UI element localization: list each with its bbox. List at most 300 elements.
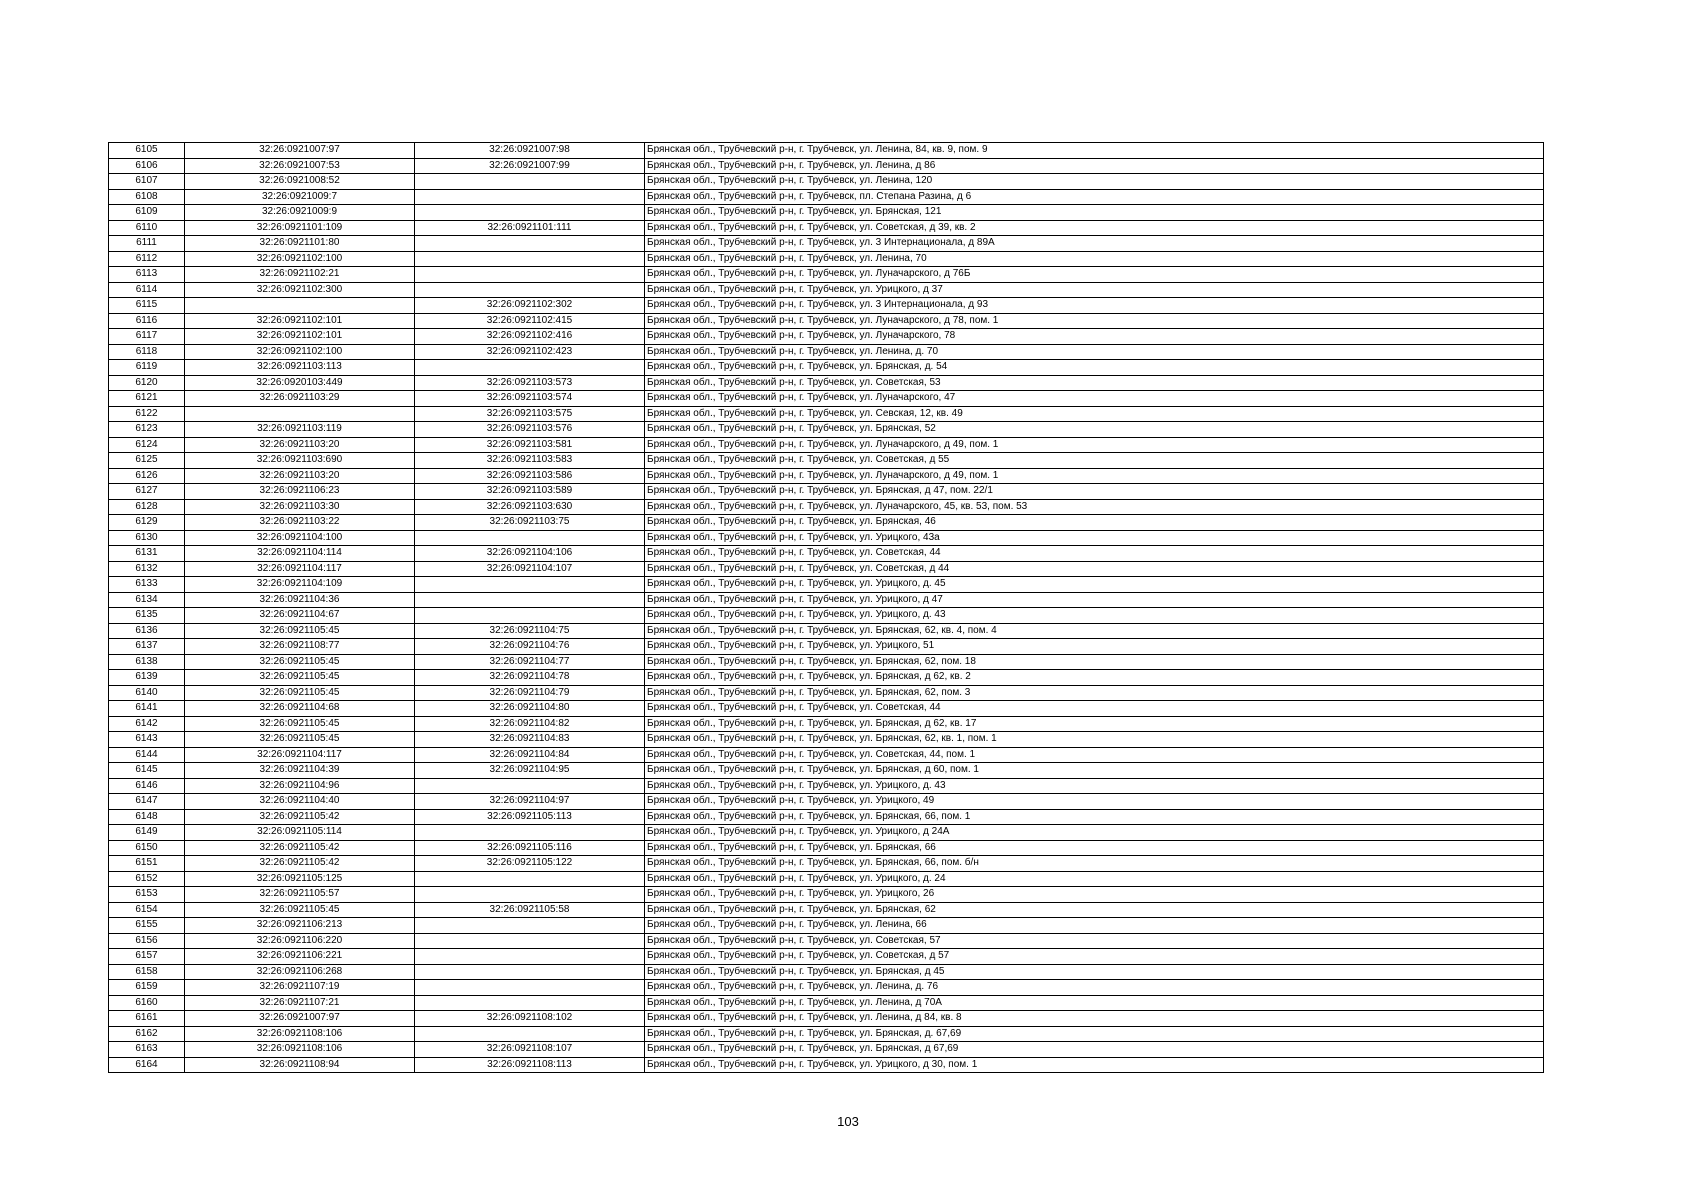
object-cadastral-number-cell — [415, 282, 645, 298]
table-row — [109, 623, 1544, 639]
object-cadastral-number-cell: 32:26:0921104:82 — [415, 716, 645, 732]
cadastral-number-cell: 32:26:0921103:119 — [185, 422, 415, 438]
cadastral-number-cell: 32:26:0921104:114 — [185, 546, 415, 562]
cadastral-number-cell: 32:26:0921106:220 — [185, 933, 415, 949]
table-row — [109, 577, 1544, 593]
address-cell: Брянская обл., Трубчевский р-н, г. Трубчевск, ул. Брянская, д 62, кв. 17 — [645, 716, 1544, 732]
address-cell: Брянская обл., Трубчевский р-н, г. Трубчевск, ул. Брянская, д 60, пом. 1 — [645, 763, 1544, 779]
page-number: 103 — [837, 1114, 859, 1129]
row-number-cell: 6150 — [109, 840, 185, 856]
address-cell: Брянская обл., Трубчевский р-н, г. Трубчевск, ул. Брянская, 66, пом. 1 — [645, 809, 1544, 825]
table-row — [109, 732, 1544, 748]
row-number-cell: 6119 — [109, 360, 185, 376]
address-cell: Брянская обл., Трубчевский р-н, г. Трубчевск, ул. Советская, 44, пом. 1 — [645, 747, 1544, 763]
row-number-cell: 6162 — [109, 1026, 185, 1042]
object-cadastral-number-cell — [415, 825, 645, 841]
address-cell: Брянская обл., Трубчевский р-н, г. Трубчевск, ул. Ленина, д. 76 — [645, 980, 1544, 996]
address-cell: Брянская обл., Трубчевский р-н, г. Трубчевск, ул. Урицкого, д 24А — [645, 825, 1544, 841]
table-row — [109, 964, 1544, 980]
object-cadastral-number-cell: 32:26:0921103:630 — [415, 499, 645, 515]
row-number-cell: 6149 — [109, 825, 185, 841]
address-cell: Брянская обл., Трубчевский р-н, г. Трубчевск, ул. Брянская, 121 — [645, 205, 1544, 221]
object-cadastral-number-cell: 32:26:0921105:116 — [415, 840, 645, 856]
table-row — [109, 639, 1544, 655]
row-number-cell: 6118 — [109, 344, 185, 360]
row-number-cell: 6130 — [109, 530, 185, 546]
row-number-cell: 6132 — [109, 561, 185, 577]
cadastral-number-cell: 32:26:0921105:114 — [185, 825, 415, 841]
address-cell: Брянская обл., Трубчевский р-н, г. Трубчевск, ул. Брянская, 52 — [645, 422, 1544, 438]
address-cell: Брянская обл., Трубчевский р-н, г. Трубчевск, ул. Брянская, д 47, пом. 22/1 — [645, 484, 1544, 500]
object-cadastral-number-cell — [415, 251, 645, 267]
address-cell: Брянская обл., Трубчевский р-н, г. Трубчевск, ул. Луначарского, 45, кв. 53, пом. 53 — [645, 499, 1544, 515]
address-cell: Брянская обл., Трубчевский р-н, г. Трубчевск, ул. Брянская, 62, пом. 18 — [645, 654, 1544, 670]
table-row — [109, 763, 1544, 779]
cadastral-number-cell: 32:26:0921104:117 — [185, 561, 415, 577]
object-cadastral-number-cell — [415, 778, 645, 794]
address-cell: Брянская обл., Трубчевский р-н, г. Трубчевск, ул. Луначарского, д 78, пом. 1 — [645, 313, 1544, 329]
table-row — [109, 918, 1544, 934]
table-row — [109, 453, 1544, 469]
object-cadastral-number-cell — [415, 189, 645, 205]
row-number-cell: 6114 — [109, 282, 185, 298]
row-number-cell: 6163 — [109, 1042, 185, 1058]
cadastral-number-cell: 32:26:0921105:45 — [185, 670, 415, 686]
table-row — [109, 205, 1544, 221]
table-row — [109, 840, 1544, 856]
row-number-cell: 6138 — [109, 654, 185, 670]
cadastral-number-cell: 32:26:0921103:20 — [185, 468, 415, 484]
row-number-cell: 6141 — [109, 701, 185, 717]
row-number-cell: 6159 — [109, 980, 185, 996]
cadastral-number-cell: 32:26:0921007:97 — [185, 1011, 415, 1027]
table-row — [109, 871, 1544, 887]
object-cadastral-number-cell — [415, 530, 645, 546]
address-cell: Брянская обл., Трубчевский р-н, г. Трубчевск, ул. Урицкого, д 47 — [645, 592, 1544, 608]
object-cadastral-number-cell: 32:26:0921104:83 — [415, 732, 645, 748]
object-cadastral-number-cell: 32:26:0921108:107 — [415, 1042, 645, 1058]
row-number-cell: 6142 — [109, 716, 185, 732]
table-row — [109, 499, 1544, 515]
cadastral-number-cell — [185, 406, 415, 422]
cadastral-number-cell: 32:26:0921106:221 — [185, 949, 415, 965]
object-cadastral-number-cell — [415, 205, 645, 221]
object-cadastral-number-cell: 32:26:0921103:583 — [415, 453, 645, 469]
cadastral-number-cell: 32:26:0921108:77 — [185, 639, 415, 655]
object-cadastral-number-cell: 32:26:0921104:95 — [415, 763, 645, 779]
table-row — [109, 406, 1544, 422]
row-number-cell: 6113 — [109, 267, 185, 283]
table-row — [109, 949, 1544, 965]
row-number-cell: 6137 — [109, 639, 185, 655]
address-cell: Брянская обл., Трубчевский р-н, г. Трубчевск, ул. Ленина, д 86 — [645, 158, 1544, 174]
object-cadastral-number-cell: 32:26:0921104:77 — [415, 654, 645, 670]
address-cell: Брянская обл., Трубчевский р-н, г. Трубчевск, ул. Урицкого, 43а — [645, 530, 1544, 546]
cadastral-number-cell: 32:26:0921104:36 — [185, 592, 415, 608]
address-cell: Брянская обл., Трубчевский р-н, г. Трубчевск, ул. Советская, 53 — [645, 375, 1544, 391]
cadastral-number-cell: 32:26:0921108:106 — [185, 1042, 415, 1058]
address-cell: Брянская обл., Трубчевский р-н, г. Трубчевск, ул. Ленина, 70 — [645, 251, 1544, 267]
table-row — [109, 561, 1544, 577]
address-cell: Брянская обл., Трубчевский р-н, г. Трубчевск, ул. Урицкого, д 30, пом. 1 — [645, 1057, 1544, 1073]
row-number-cell: 6136 — [109, 623, 185, 639]
table-row — [109, 422, 1544, 438]
cadastral-number-cell: 32:26:0921103:113 — [185, 360, 415, 376]
cadastral-number-cell: 32:26:0921108:94 — [185, 1057, 415, 1073]
table-row — [109, 143, 1544, 159]
cadastral-number-cell: 32:26:0921101:109 — [185, 220, 415, 236]
object-cadastral-number-cell: 32:26:0921103:574 — [415, 391, 645, 407]
table-row — [109, 716, 1544, 732]
address-cell: Брянская обл., Трубчевский р-н, г. Трубчевск, ул. Луначарского, 47 — [645, 391, 1544, 407]
address-cell: Брянская обл., Трубчевский р-н, г. Трубчевск, ул. Брянская, 66, пом. б/н — [645, 856, 1544, 872]
cadastral-number-cell: 32:26:0921009:7 — [185, 189, 415, 205]
table-row — [109, 887, 1544, 903]
object-cadastral-number-cell: 32:26:0921104:80 — [415, 701, 645, 717]
cadastral-number-cell: 32:26:0921104:117 — [185, 747, 415, 763]
table-row — [109, 856, 1544, 872]
cadastral-number-cell: 32:26:0921105:45 — [185, 732, 415, 748]
address-cell: Брянская обл., Трубчевский р-н, г. Трубчевск, ул. Брянская, 46 — [645, 515, 1544, 531]
cadastral-number-cell: 32:26:0921009:9 — [185, 205, 415, 221]
cadastral-table — [108, 142, 1544, 1073]
cadastral-number-cell: 32:26:0921104:67 — [185, 608, 415, 624]
cadastral-number-cell: 32:26:0920103:449 — [185, 375, 415, 391]
address-cell: Брянская обл., Трубчевский р-н, г. Трубчевск, ул. 3 Интернационала, д 89А — [645, 236, 1544, 252]
object-cadastral-number-cell — [415, 995, 645, 1011]
object-cadastral-number-cell: 32:26:0921108:113 — [415, 1057, 645, 1073]
table-row — [109, 530, 1544, 546]
table-row — [109, 158, 1544, 174]
row-number-cell: 6116 — [109, 313, 185, 329]
table-row — [109, 1011, 1544, 1027]
cadastral-number-cell: 32:26:0921105:45 — [185, 654, 415, 670]
object-cadastral-number-cell — [415, 236, 645, 252]
object-cadastral-number-cell: 32:26:0921104:107 — [415, 561, 645, 577]
object-cadastral-number-cell: 32:26:0921103:586 — [415, 468, 645, 484]
address-cell: Брянская обл., Трубчевский р-н, г. Трубчевск, ул. Урицкого, д 37 — [645, 282, 1544, 298]
cadastral-number-cell: 32:26:0921107:19 — [185, 980, 415, 996]
object-cadastral-number-cell: 32:26:0921007:98 — [415, 143, 645, 159]
cadastral-number-cell: 32:26:0921102:100 — [185, 251, 415, 267]
object-cadastral-number-cell — [415, 887, 645, 903]
row-number-cell: 6151 — [109, 856, 185, 872]
cadastral-number-cell: 32:26:0921102:300 — [185, 282, 415, 298]
object-cadastral-number-cell: 32:26:0921007:99 — [415, 158, 645, 174]
table-row — [109, 654, 1544, 670]
row-number-cell: 6158 — [109, 964, 185, 980]
row-number-cell: 6125 — [109, 453, 185, 469]
address-cell: Брянская обл., Трубчевский р-н, г. Трубчевск, ул. 3 Интернационала, д 93 — [645, 298, 1544, 314]
cadastral-number-cell: 32:26:0921008:52 — [185, 174, 415, 190]
cadastral-number-cell: 32:26:0921102:21 — [185, 267, 415, 283]
cadastral-number-cell: 32:26:0921105:45 — [185, 716, 415, 732]
cadastral-number-cell: 32:26:0921105:45 — [185, 902, 415, 918]
table-row — [109, 251, 1544, 267]
address-cell: Брянская обл., Трубчевский р-н, г. Трубчевск, ул. Брянская, д. 54 — [645, 360, 1544, 376]
row-number-cell: 6161 — [109, 1011, 185, 1027]
address-cell: Брянская обл., Трубчевский р-н, г. Трубчевск, ул. Севская, 12, кв. 49 — [645, 406, 1544, 422]
row-number-cell: 6121 — [109, 391, 185, 407]
object-cadastral-number-cell: 32:26:0921105:58 — [415, 902, 645, 918]
address-cell: Брянская обл., Трубчевский р-н, г. Трубчевск, ул. Брянская, 62 — [645, 902, 1544, 918]
row-number-cell: 6135 — [109, 608, 185, 624]
row-number-cell: 6107 — [109, 174, 185, 190]
cadastral-number-cell: 32:26:0921103:20 — [185, 437, 415, 453]
row-number-cell: 6122 — [109, 406, 185, 422]
cadastral-number-cell: 32:26:0921104:100 — [185, 530, 415, 546]
row-number-cell: 6152 — [109, 871, 185, 887]
cadastral-number-cell: 32:26:0921106:268 — [185, 964, 415, 980]
table-row — [109, 220, 1544, 236]
address-cell: Брянская обл., Трубчевский р-н, г. Трубчевск, ул. Ленина, д 84, кв. 8 — [645, 1011, 1544, 1027]
address-cell: Брянская обл., Трубчевский р-н, г. Трубчевск, ул. Брянская, д 45 — [645, 964, 1544, 980]
object-cadastral-number-cell: 32:26:0921102:423 — [415, 344, 645, 360]
cadastral-number-cell: 32:26:0921102:100 — [185, 344, 415, 360]
row-number-cell: 6148 — [109, 809, 185, 825]
table-row — [109, 484, 1544, 500]
address-cell: Брянская обл., Трубчевский р-н, г. Трубчевск, ул. Урицкого, д. 45 — [645, 577, 1544, 593]
object-cadastral-number-cell: 32:26:0921104:79 — [415, 685, 645, 701]
address-cell: Брянская обл., Трубчевский р-н, г. Трубчевск, ул. Луначарского, д 49, пом. 1 — [645, 437, 1544, 453]
cadastral-number-cell: 32:26:0921104:109 — [185, 577, 415, 593]
object-cadastral-number-cell: 32:26:0921102:302 — [415, 298, 645, 314]
cadastral-number-cell: 32:26:0921007:53 — [185, 158, 415, 174]
row-number-cell: 6128 — [109, 499, 185, 515]
object-cadastral-number-cell — [415, 871, 645, 887]
row-number-cell: 6134 — [109, 592, 185, 608]
row-number-cell: 6144 — [109, 747, 185, 763]
row-number-cell: 6156 — [109, 933, 185, 949]
table-row — [109, 995, 1544, 1011]
table-row — [109, 701, 1544, 717]
address-cell: Брянская обл., Трубчевский р-н, г. Трубчевск, ул. Ленина, 84, кв. 9, пом. 9 — [645, 143, 1544, 159]
cadastral-number-cell: 32:26:0921103:30 — [185, 499, 415, 515]
address-cell: Брянская обл., Трубчевский р-н, г. Трубчевск, ул. Урицкого, 26 — [645, 887, 1544, 903]
address-cell: Брянская обл., Трубчевский р-н, г. Трубчевск, ул. Брянская, д 62, кв. 2 — [645, 670, 1544, 686]
table-row — [109, 685, 1544, 701]
cadastral-number-cell: 32:26:0921105:45 — [185, 685, 415, 701]
row-number-cell: 6108 — [109, 189, 185, 205]
object-cadastral-number-cell: 32:26:0921104:75 — [415, 623, 645, 639]
cadastral-number-cell: 32:26:0921106:23 — [185, 484, 415, 500]
address-cell: Брянская обл., Трубчевский р-н, г. Трубчевск, ул. Урицкого, д. 43 — [645, 778, 1544, 794]
row-number-cell: 6106 — [109, 158, 185, 174]
row-number-cell: 6146 — [109, 778, 185, 794]
table-row — [109, 1057, 1544, 1073]
address-cell: Брянская обл., Трубчевский р-н, г. Трубчевск, ул. Брянская, д 67,69 — [645, 1042, 1544, 1058]
address-cell: Брянская обл., Трубчевский р-н, г. Трубчевск, ул. Брянская, 62, пом. 3 — [645, 685, 1544, 701]
cadastral-number-cell: 32:26:0921103:29 — [185, 391, 415, 407]
table-row — [109, 515, 1544, 531]
address-cell: Брянская обл., Трубчевский р-н, г. Трубчевск, ул. Ленина, д. 70 — [645, 344, 1544, 360]
row-number-cell: 6105 — [109, 143, 185, 159]
table-row — [109, 1026, 1544, 1042]
object-cadastral-number-cell — [415, 592, 645, 608]
table-row — [109, 825, 1544, 841]
cadastral-number-cell: 32:26:0921007:97 — [185, 143, 415, 159]
row-number-cell: 6110 — [109, 220, 185, 236]
table-row — [109, 902, 1544, 918]
row-number-cell: 6131 — [109, 546, 185, 562]
object-cadastral-number-cell — [415, 360, 645, 376]
table-row — [109, 298, 1544, 314]
table-row — [109, 375, 1544, 391]
address-cell: Брянская обл., Трубчевский р-н, г. Трубчевск, ул. Луначарского, 78 — [645, 329, 1544, 345]
row-number-cell: 6157 — [109, 949, 185, 965]
cadastral-number-cell: 32:26:0921104:96 — [185, 778, 415, 794]
row-number-cell: 6115 — [109, 298, 185, 314]
object-cadastral-number-cell: 32:26:0921103:573 — [415, 375, 645, 391]
address-cell: Брянская обл., Трубчевский р-н, г. Трубчевск, ул. Брянская, 66 — [645, 840, 1544, 856]
object-cadastral-number-cell — [415, 577, 645, 593]
cadastral-number-cell: 32:26:0921104:40 — [185, 794, 415, 810]
address-cell: Брянская обл., Трубчевский р-н, г. Трубчевск, ул. Ленина, д 70А — [645, 995, 1544, 1011]
address-cell: Брянская обл., Трубчевский р-н, г. Трубчевск, ул. Луначарского, д 49, пом. 1 — [645, 468, 1544, 484]
row-number-cell: 6129 — [109, 515, 185, 531]
cadastral-number-cell: 32:26:0921102:101 — [185, 313, 415, 329]
cadastral-number-cell: 32:26:0921105:42 — [185, 809, 415, 825]
address-cell: Брянская обл., Трубчевский р-н, г. Трубчевск, пл. Степана Разина, д 6 — [645, 189, 1544, 205]
table-row — [109, 329, 1544, 345]
object-cadastral-number-cell: 32:26:0921104:84 — [415, 747, 645, 763]
object-cadastral-number-cell: 32:26:0921104:97 — [415, 794, 645, 810]
row-number-cell: 6147 — [109, 794, 185, 810]
object-cadastral-number-cell: 32:26:0921103:576 — [415, 422, 645, 438]
table-row — [109, 344, 1544, 360]
object-cadastral-number-cell — [415, 933, 645, 949]
address-cell: Брянская обл., Трубчевский р-н, г. Трубчевск, ул. Советская, д 57 — [645, 949, 1544, 965]
cadastral-number-cell: 32:26:0921105:42 — [185, 856, 415, 872]
table-body — [109, 143, 1544, 1073]
cadastral-number-cell: 32:26:0921105:45 — [185, 623, 415, 639]
object-cadastral-number-cell: 32:26:0921102:416 — [415, 329, 645, 345]
cadastral-number-cell: 32:26:0921102:101 — [185, 329, 415, 345]
cadastral-number-cell: 32:26:0921101:80 — [185, 236, 415, 252]
row-number-cell: 6154 — [109, 902, 185, 918]
object-cadastral-number-cell: 32:26:0921101:111 — [415, 220, 645, 236]
cadastral-number-cell: 32:26:0921104:39 — [185, 763, 415, 779]
table-row — [109, 809, 1544, 825]
object-cadastral-number-cell — [415, 980, 645, 996]
object-cadastral-number-cell: 32:26:0921108:102 — [415, 1011, 645, 1027]
row-number-cell: 6112 — [109, 251, 185, 267]
object-cadastral-number-cell — [415, 267, 645, 283]
table-row — [109, 747, 1544, 763]
row-number-cell: 6133 — [109, 577, 185, 593]
row-number-cell: 6111 — [109, 236, 185, 252]
table-row — [109, 360, 1544, 376]
row-number-cell: 6123 — [109, 422, 185, 438]
cadastral-number-cell: 32:26:0921106:213 — [185, 918, 415, 934]
address-cell: Брянская обл., Трубчевский р-н, г. Трубчевск, ул. Ленина, 120 — [645, 174, 1544, 190]
table-row — [109, 313, 1544, 329]
object-cadastral-number-cell: 32:26:0921104:78 — [415, 670, 645, 686]
cadastral-number-cell: 32:26:0921103:690 — [185, 453, 415, 469]
row-number-cell: 6117 — [109, 329, 185, 345]
row-number-cell: 6155 — [109, 918, 185, 934]
table-row — [109, 608, 1544, 624]
row-number-cell: 6127 — [109, 484, 185, 500]
object-cadastral-number-cell: 32:26:0921103:575 — [415, 406, 645, 422]
address-cell: Брянская обл., Трубчевский р-н, г. Трубчевск, ул. Советская, д 39, кв. 2 — [645, 220, 1544, 236]
address-cell: Брянская обл., Трубчевский р-н, г. Трубчевск, ул. Советская, д 44 — [645, 561, 1544, 577]
table-row — [109, 1042, 1544, 1058]
row-number-cell: 6153 — [109, 887, 185, 903]
table-row — [109, 391, 1544, 407]
table-row — [109, 437, 1544, 453]
address-cell: Брянская обл., Трубчевский р-н, г. Трубчевск, ул. Луначарского, д 76Б — [645, 267, 1544, 283]
table-row — [109, 980, 1544, 996]
object-cadastral-number-cell: 32:26:0921102:415 — [415, 313, 645, 329]
table-row — [109, 468, 1544, 484]
row-number-cell: 6145 — [109, 763, 185, 779]
object-cadastral-number-cell — [415, 918, 645, 934]
object-cadastral-number-cell: 32:26:0921104:106 — [415, 546, 645, 562]
object-cadastral-number-cell — [415, 174, 645, 190]
object-cadastral-number-cell: 32:26:0921105:122 — [415, 856, 645, 872]
cadastral-number-cell: 32:26:0921104:68 — [185, 701, 415, 717]
row-number-cell: 6164 — [109, 1057, 185, 1073]
object-cadastral-number-cell — [415, 964, 645, 980]
table-row — [109, 670, 1544, 686]
row-number-cell: 6143 — [109, 732, 185, 748]
table-row — [109, 236, 1544, 252]
object-cadastral-number-cell — [415, 608, 645, 624]
address-cell: Брянская обл., Трубчевский р-н, г. Трубчевск, ул. Советская, д 55 — [645, 453, 1544, 469]
object-cadastral-number-cell — [415, 1026, 645, 1042]
cadastral-number-cell: 32:26:0921108:106 — [185, 1026, 415, 1042]
table-row — [109, 546, 1544, 562]
object-cadastral-number-cell: 32:26:0921103:75 — [415, 515, 645, 531]
row-number-cell: 6124 — [109, 437, 185, 453]
cadastral-number-cell: 32:26:0921105:42 — [185, 840, 415, 856]
row-number-cell: 6126 — [109, 468, 185, 484]
table-row — [109, 794, 1544, 810]
cadastral-number-cell — [185, 298, 415, 314]
address-cell: Брянская обл., Трубчевский р-н, г. Трубчевск, ул. Урицкого, 51 — [645, 639, 1544, 655]
cadastral-number-cell: 32:26:0921105:57 — [185, 887, 415, 903]
address-cell: Брянская обл., Трубчевский р-н, г. Трубчевск, ул. Ленина, 66 — [645, 918, 1544, 934]
address-cell: Брянская обл., Трубчевский р-н, г. Трубчевск, ул. Брянская, 62, кв. 1, пом. 1 — [645, 732, 1544, 748]
object-cadastral-number-cell: 32:26:0921105:113 — [415, 809, 645, 825]
table-row — [109, 592, 1544, 608]
table-row — [109, 174, 1544, 190]
address-cell: Брянская обл., Трубчевский р-н, г. Трубчевск, ул. Советская, 44 — [645, 701, 1544, 717]
cadastral-number-cell: 32:26:0921107:21 — [185, 995, 415, 1011]
row-number-cell: 6109 — [109, 205, 185, 221]
object-cadastral-number-cell: 32:26:0921103:589 — [415, 484, 645, 500]
row-number-cell: 6120 — [109, 375, 185, 391]
cadastral-number-cell: 32:26:0921105:125 — [185, 871, 415, 887]
address-cell: Брянская обл., Трубчевский р-н, г. Трубчевск, ул. Урицкого, д. 43 — [645, 608, 1544, 624]
address-cell: Брянская обл., Трубчевский р-н, г. Трубчевск, ул. Советская, 44 — [645, 546, 1544, 562]
address-cell: Брянская обл., Трубчевский р-н, г. Трубчевск, ул. Урицкого, 49 — [645, 794, 1544, 810]
row-number-cell: 6160 — [109, 995, 185, 1011]
address-cell: Брянская обл., Трубчевский р-н, г. Трубчевск, ул. Брянская, 62, кв. 4, пом. 4 — [645, 623, 1544, 639]
cadastral-number-cell: 32:26:0921103:22 — [185, 515, 415, 531]
address-cell: Брянская обл., Трубчевский р-н, г. Трубчевск, ул. Урицкого, д. 24 — [645, 871, 1544, 887]
object-cadastral-number-cell: 32:26:0921103:581 — [415, 437, 645, 453]
table-row — [109, 189, 1544, 205]
table-row — [109, 933, 1544, 949]
row-number-cell: 6140 — [109, 685, 185, 701]
address-cell: Брянская обл., Трубчевский р-н, г. Трубчевск, ул. Брянская, д. 67,69 — [645, 1026, 1544, 1042]
object-cadastral-number-cell — [415, 949, 645, 965]
table-row — [109, 267, 1544, 283]
table-row — [109, 282, 1544, 298]
object-cadastral-number-cell: 32:26:0921104:76 — [415, 639, 645, 655]
